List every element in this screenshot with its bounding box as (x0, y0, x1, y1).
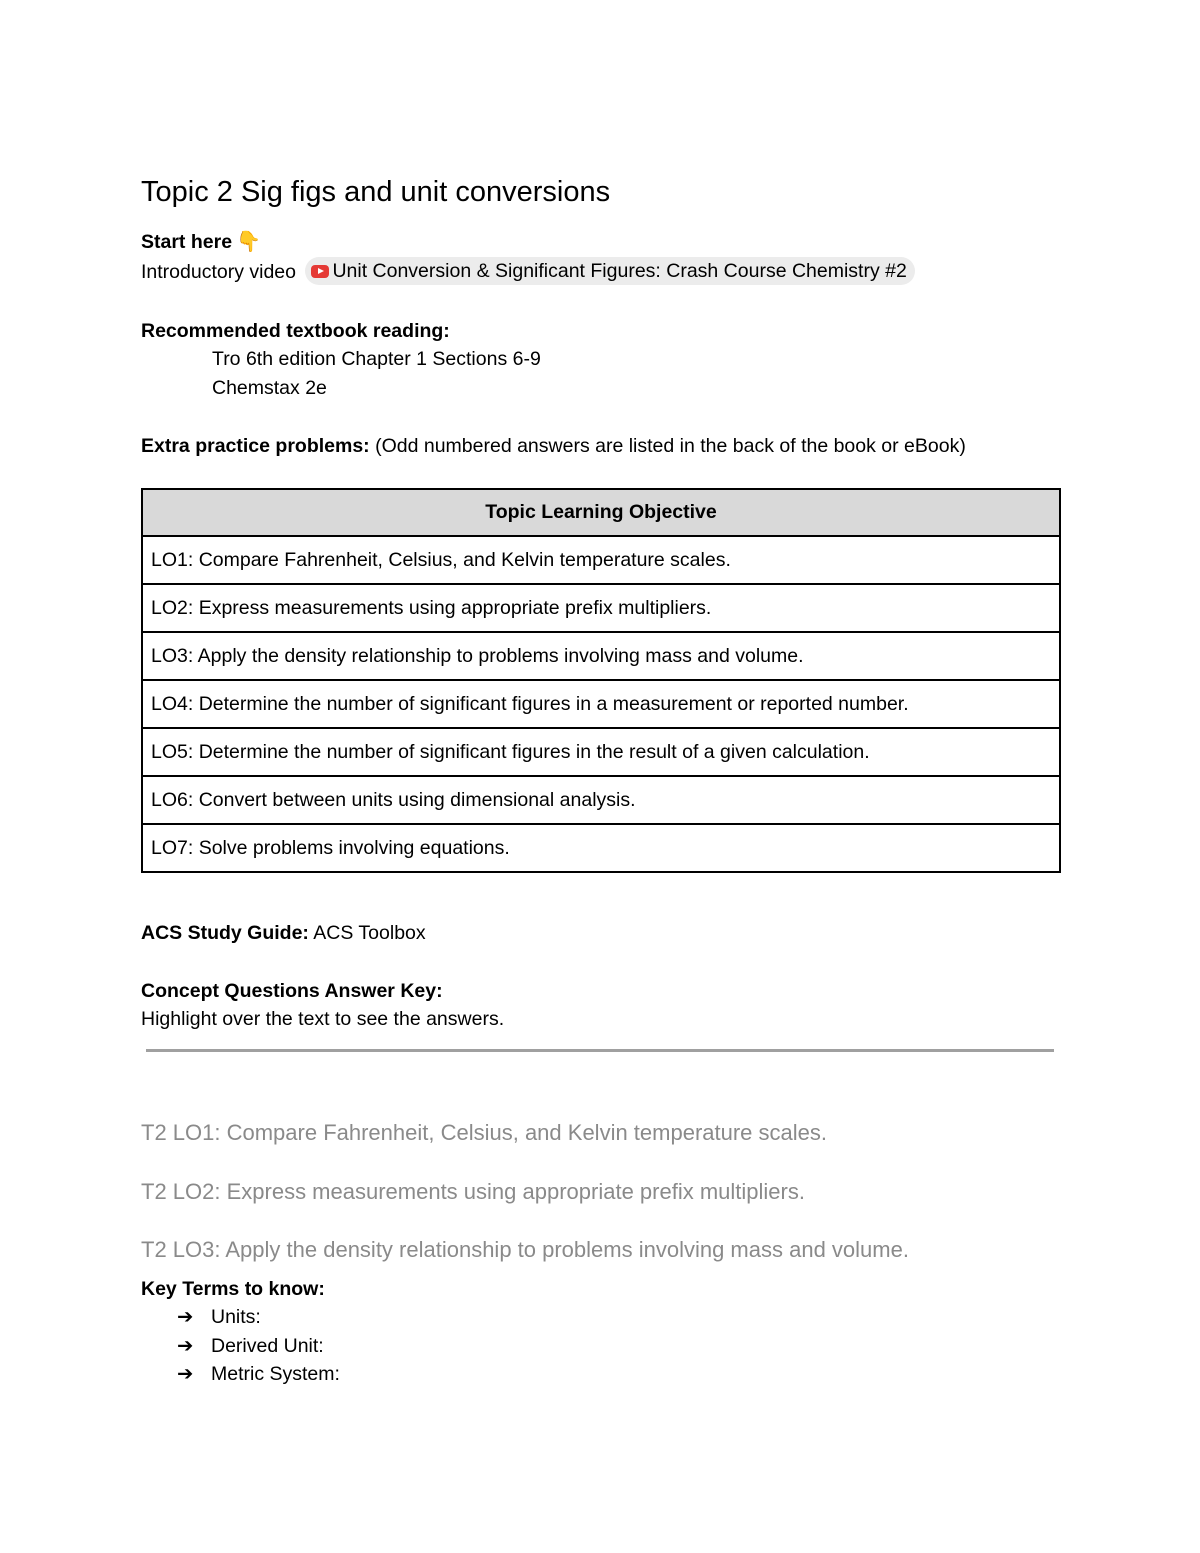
acs-line (141, 920, 426, 946)
list-item (177, 1332, 340, 1361)
arrow-bullet-icon: ➔ (177, 1306, 194, 1328)
acs-link[interactable]: ACS Toolbox (313, 922, 426, 944)
reading-item: Chemstax 2e (212, 377, 327, 399)
answer-key-text: Highlight over the text to see the answers. (141, 1008, 505, 1030)
start-here-line (141, 229, 261, 255)
key-terms-heading: Key Terms to know: (141, 1278, 325, 1300)
table-row (142, 776, 1060, 824)
video-link-title[interactable]: Unit Conversion & Significant Figures: Crash Course Chemistry #2 (332, 260, 907, 282)
section-heading-lo3: T2 LO3: Apply the density relationship to problems involving mass and volume. (141, 1237, 909, 1262)
arrow-bullet-icon: ➔ (177, 1334, 194, 1357)
table-cell: LO6: Convert between units using dimensional analysis. (142, 776, 1060, 824)
start-here-label: Start here (141, 231, 233, 253)
key-terms-list (177, 1303, 340, 1389)
pointing-down-icon: 👇 (236, 231, 261, 253)
page-title: Topic 2 Sig figs and unit conversions (141, 176, 611, 208)
table-cell: LO2: Express measurements using appropriate prefix multipliers. (142, 584, 1060, 632)
video-link-chip[interactable] (305, 257, 914, 285)
table-row (142, 728, 1060, 776)
practice-note: (Odd numbered answers are listed in the back of the book or eBook) (375, 435, 966, 457)
practice-heading: Extra practice problems: (141, 435, 370, 457)
list-item (177, 1360, 340, 1389)
intro-video-line (141, 259, 915, 287)
youtube-icon (311, 265, 329, 278)
acs-label: ACS Study Guide: (141, 922, 309, 944)
table-cell: LO3: Apply the density relationship to problems involving mass and volume. (142, 632, 1060, 680)
section-heading-lo2: T2 LO2: Express measurements using appropriate prefix multipliers. (141, 1179, 805, 1204)
practice-line (141, 433, 966, 459)
table-header: Topic Learning Objective (142, 489, 1060, 536)
term-label: Units: (211, 1306, 261, 1328)
term-label: Metric System: (211, 1363, 340, 1385)
horizontal-divider (146, 1049, 1054, 1052)
section-heading-lo1: T2 LO1: Compare Fahrenheit, Celsius, and Kelvin temperature scales. (141, 1120, 827, 1145)
reading-heading: Recommended textbook reading: (141, 320, 450, 342)
learning-objectives-table (141, 488, 1061, 873)
table-cell: LO5: Determine the number of significant figures in the result of a given calculation. (142, 728, 1060, 776)
table-row (142, 536, 1060, 584)
reading-item: Tro 6th edition Chapter 1 Sections 6-9 (212, 348, 541, 370)
term-label: Derived Unit: (211, 1334, 324, 1357)
arrow-bullet-icon: ➔ (177, 1363, 194, 1385)
table-row (142, 632, 1060, 680)
list-item (177, 1303, 340, 1332)
answer-key-heading: Concept Questions Answer Key: (141, 980, 443, 1002)
table-row (142, 584, 1060, 632)
table-cell: LO1: Compare Fahrenheit, Celsius, and Kelvin temperature scales. (142, 536, 1060, 584)
intro-video-label: Introductory video (141, 261, 297, 284)
table-row (142, 680, 1060, 728)
table-cell: LO4: Determine the number of significant figures in a measurement or reported number. (142, 680, 1060, 728)
table-row (142, 824, 1060, 872)
table-cell: LO7: Solve problems involving equations. (142, 824, 1060, 872)
